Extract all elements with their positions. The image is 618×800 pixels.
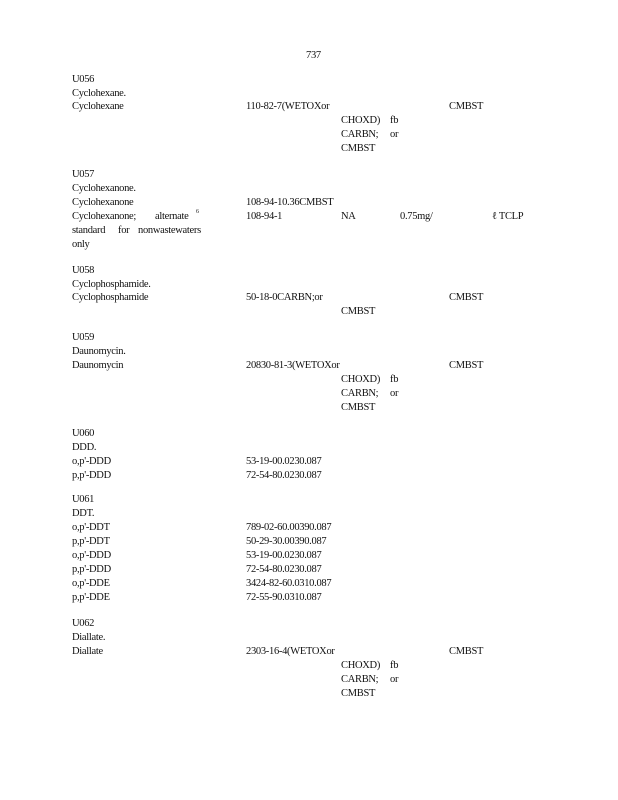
waste-code: U061 [72, 494, 95, 505]
waste-name: Cyclohexane. [72, 88, 126, 99]
waste-code: U060 [72, 428, 95, 439]
waste-code: U056 [72, 74, 95, 85]
constituent-name: for [118, 225, 130, 236]
page-number: 737 [306, 50, 321, 61]
treatment-text: or [390, 129, 399, 140]
wastewater-standard: NA [341, 211, 356, 222]
nonwastewater-standard: 0.75mg/ [400, 211, 433, 222]
treatment-text: fb [390, 660, 399, 671]
constituent-name: p,p'-DDE [72, 592, 110, 603]
cas-and-standard: 72-54-80.0230.087 [246, 470, 322, 481]
standard-unit: ℓ TCLP [492, 211, 524, 222]
treatment-text: CMBST [341, 402, 376, 413]
cas-and-standard: 72-54-80.0230.087 [246, 564, 322, 575]
cas-and-standard: 3424-82-60.0310.087 [246, 578, 332, 589]
cas-and-standard: 72-55-90.0310.087 [246, 592, 322, 603]
treatment-text: CMBST [341, 688, 376, 699]
constituent-name: Cyclophosphamide [72, 292, 149, 303]
constituent-name: Cyclohexanone; [72, 211, 137, 222]
constituent-name: o,p'-DDD [72, 550, 111, 561]
constituent-name: o,p'-DDD [72, 456, 111, 467]
nonwastewater-standard: CMBST [449, 360, 484, 371]
constituent-name: Cyclohexanone [72, 197, 134, 208]
cas-number: 108-94-1 [246, 211, 283, 222]
treatment-text: CHOXD) [341, 660, 381, 671]
cas-and-standard: 110-82-7(WETOXor [246, 101, 330, 112]
nonwastewater-standard: CMBST [449, 101, 484, 112]
constituent-name: Cyclohexane [72, 101, 124, 112]
treatment-text: fb [390, 374, 399, 385]
constituent-name: p,p'-DDD [72, 470, 111, 481]
cas-and-standard: 20830-81-3(WETOXor [246, 360, 340, 371]
waste-code: U057 [72, 169, 95, 180]
constituent-name: p,p'-DDT [72, 536, 110, 547]
nonwastewater-standard: CMBST [449, 292, 484, 303]
cas-and-standard: 789-02-60.00390.087 [246, 522, 332, 533]
constituent-name: Diallate [72, 646, 103, 657]
treatment-text: CMBST [341, 143, 376, 154]
treatment-text: CHOXD) [341, 115, 381, 126]
waste-name: DDT. [72, 508, 95, 519]
constituent-name: nonwastewaters [138, 225, 201, 236]
waste-name: DDD. [72, 442, 97, 453]
waste-code: U058 [72, 265, 95, 276]
nonwastewater-standard: CMBST [449, 646, 484, 657]
cas-and-standard: 108-94-10.36CMBST [246, 197, 334, 208]
constituent-name: p,p'-DDD [72, 564, 111, 575]
constituent-name: alternate [155, 211, 189, 222]
constituent-name: o,p'-DDT [72, 522, 110, 533]
cas-and-standard: 53-19-00.0230.087 [246, 550, 322, 561]
constituent-name: o,p'-DDE [72, 578, 110, 589]
treatment-text: CARBN; [341, 388, 379, 399]
treatment-text: or [390, 674, 399, 685]
treatment-text: CHOXD) [341, 374, 381, 385]
treatment-text: CARBN; [341, 674, 379, 685]
cas-and-standard: 50-29-30.00390.087 [246, 536, 327, 547]
treatment-text: fb [390, 115, 399, 126]
constituent-name: Daunomycin [72, 360, 124, 371]
waste-name: Cyclophosphamide. [72, 279, 151, 290]
cas-and-standard: 2303-16-4(WETOXor [246, 646, 335, 657]
treatment-text: or [390, 388, 399, 399]
waste-name: Cyclohexanone. [72, 183, 136, 194]
waste-name: Daunomycin. [72, 346, 126, 357]
waste-code: U062 [72, 618, 95, 629]
treatment-text: CARBN; [341, 129, 379, 140]
constituent-name: only [72, 239, 90, 250]
footnote-marker: 6 [196, 209, 199, 215]
cas-and-standard: 50-18-0CARBN;or [246, 292, 323, 303]
treatment-text: CMBST [341, 306, 376, 317]
constituent-name: standard [72, 225, 106, 236]
waste-code: U059 [72, 332, 95, 343]
cas-and-standard: 53-19-00.0230.087 [246, 456, 322, 467]
waste-name: Diallate. [72, 632, 106, 643]
